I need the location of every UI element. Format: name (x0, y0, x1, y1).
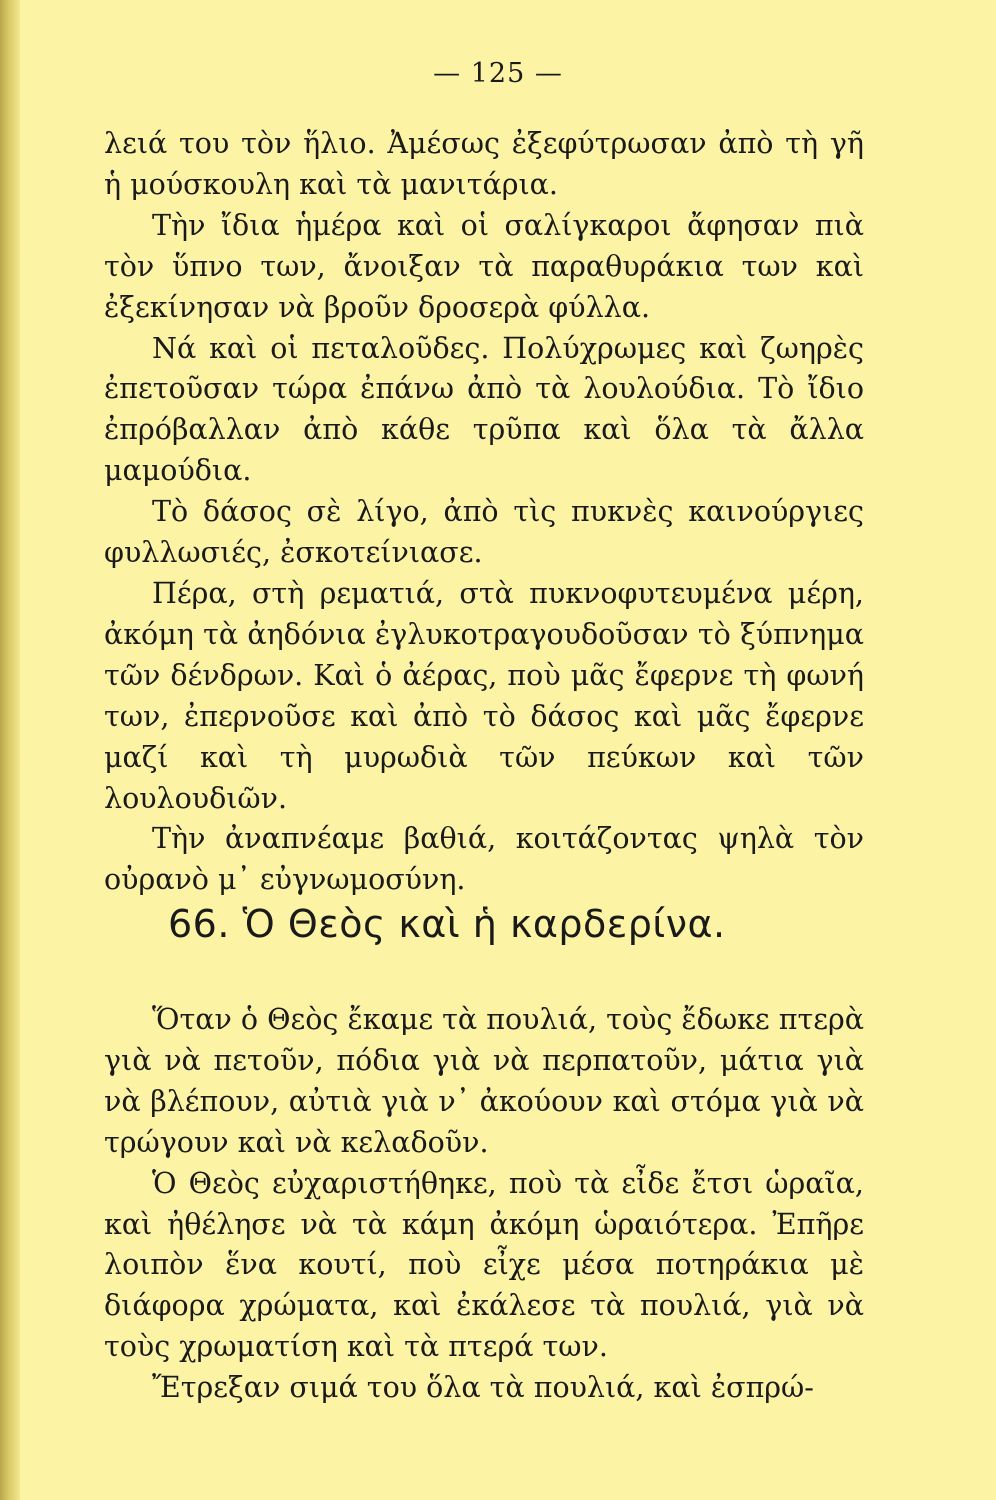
paragraph: Νά καὶ οἱ πεταλοῦδες. Πολύχρωμες καὶ ζωηρὲς ἐπετοῦσαν τώρα ἐπάνω ἀπὸ τὰ λουλούδια. Τὸ ἴδιο ἐπρόβαλλαν ἀπὸ κάθε τρῦπα καὶ ὅλα τὰ ἄλλα μαμούδια. (104, 331, 864, 488)
paragraph: Πέρα, στὴ ρεματιά, στὰ πυκνοφυτευμένα μέρη, ἀκόμη τὰ ἀηδόνια ἐγλυκοτραγουδοῦσαν τὸ ξύπνημα τῶν δένδρων. Καὶ ὁ ἀέρας, ποὺ μᾶς ἔφερνε τὴ φωνή των, ἐπερνοῦσε καὶ ἀπὸ τὸ δάσος καὶ μᾶς ἔφερνε μαζί καὶ τὴ μυρωδιὰ τῶν πεύκων καὶ τῶν λουλουδιῶν. (104, 576, 864, 815)
paragraph: Τὸ δάσος σὲ λίγο, ἀπὸ τὶς πυκνὲς καινούργιες φυλλωσιές, ἐσκοτείνιασε. (104, 495, 864, 570)
paragraph: Τὴν ἴδια ἡμέρα καὶ οἱ σαλίγκαροι ἄφησαν πιὰ τὸν ὕπνο των, ἄνοιξαν τὰ παραθυράκια των καὶ ἐξεκίνησαν νὰ βροῦν δροσερὰ φύλλα. (104, 208, 864, 324)
paragraph: Ὁ Θεὸς εὐχαριστήθηκε, ποὺ τὰ εἶδε ἔτσι ὡραῖα, καὶ ἠθέλησε νὰ τὰ κάμη ἀκόμη ὡραιότερα. Ἐπῆρε λοιπὸν ἕνα κουτί, ποὺ εἶχε μέσα ποτηράκια μὲ διάφορα χρώματα, καὶ ἐκάλεσε τὰ πουλιά, γιὰ νὰ τοὺς χρωματίση καὶ τὰ πτερά των. (104, 1166, 864, 1364)
chapter-heading: 66. Ὁ Θεὸς καὶ ἡ καρδερίνα. (168, 902, 726, 946)
paragraph: Τὴν ἀναπνέαμε βαθιά, κοιτάζοντας ψηλὰ τὸν οὐρανὸ μ᾽ εὐγνωμοσύνη. (104, 822, 864, 897)
paragraph: Ὅταν ὁ Θεὸς ἔκαμε τὰ πουλιά, τοὺς ἔδωκε πτερὰ γιὰ νὰ πετοῦν, πόδια γιὰ νὰ περπατοῦν, μάτια γιὰ νὰ βλέπουν, αὐτιὰ γιὰ ν᾽ ἀκούουν καὶ στόμα γιὰ νὰ τρώγουν καὶ νὰ κελαδοῦν. (104, 1003, 864, 1159)
paragraph: Ἔτρεξαν σιμά του ὅλα τὰ πουλιά, καὶ ἐσπρώ- (152, 1371, 814, 1405)
page-number: — 125 — (433, 58, 563, 89)
paragraph: λειά του τὸν ἥλιο. Ἀμέσως ἐξεφύτρωσαν ἀπὸ τὴ γῆ ἡ μούσκουλη καὶ τὰ μανιτάρια. (104, 127, 864, 201)
section-text-continued (104, 124, 864, 901)
chapter-text (104, 1000, 864, 1409)
